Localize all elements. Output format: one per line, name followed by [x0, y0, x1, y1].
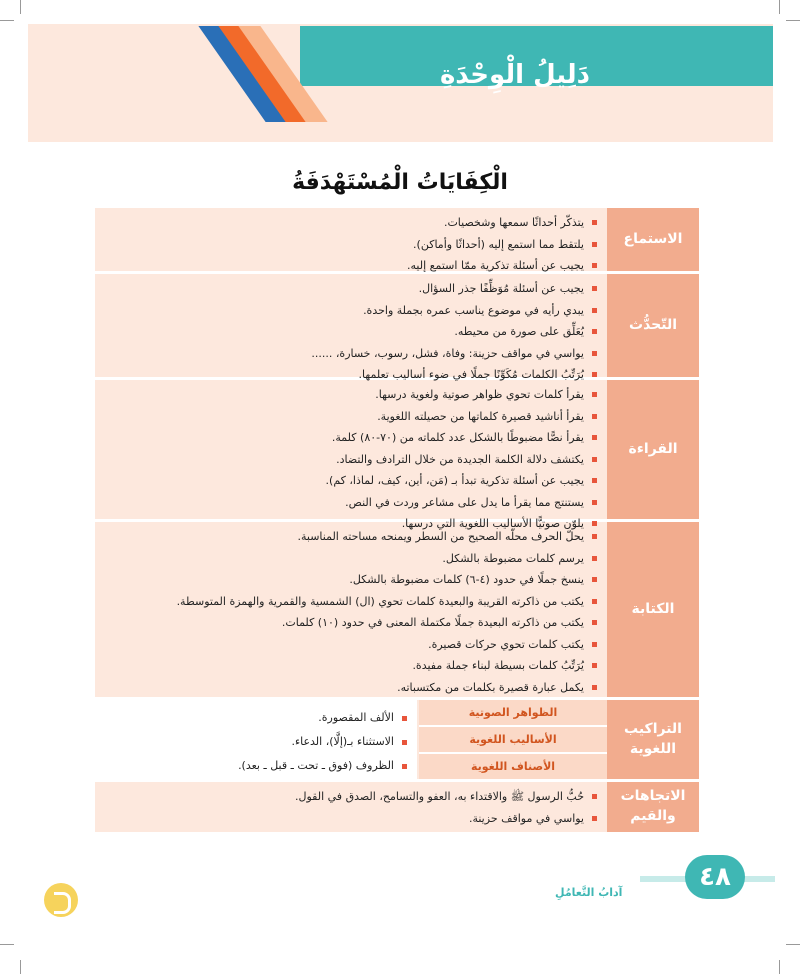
bullet-icon	[592, 435, 597, 440]
unit-title: دَلِيلُ الْوِحْدَةِ	[439, 60, 590, 90]
bullet-icon	[592, 286, 597, 291]
list-item: يتذكّر أحداثًا سمعها وشخصيات.	[101, 212, 597, 234]
list-item: يكتب من ذاكرته البعيدة جملًا مكتملة المعنى في حدود (١٠) كلمات.	[101, 612, 597, 634]
list-item: يبدي رأيه في موضوع يناسب عمره بجملة واحدة.	[101, 300, 597, 322]
list-item: الاستثناء بـ(إلَّا)، الدعاء.	[105, 730, 407, 754]
competency-row-structures	[95, 700, 699, 779]
crop-mark	[0, 944, 14, 945]
bullet-icon	[592, 414, 597, 419]
category-label: التّحدُّث	[607, 274, 699, 377]
list-item: يُعَلِّق على صورة من محيطه.	[101, 321, 597, 343]
list-item: يستنتج مما يقرأ ما يدل على مشاعر وردت في النص.	[101, 492, 597, 514]
list-item: يكمل عبارة قصيرة بكلمات من مكتسباته.	[101, 677, 597, 699]
bullet-icon	[592, 642, 597, 647]
competency-list	[95, 274, 607, 381]
bullet-icon	[592, 478, 597, 483]
category-label: القراءة	[607, 380, 699, 519]
section-title: الْكِفَايَاتُ الْمُسْتَهْدَفَةُ	[292, 170, 508, 195]
list-item: يرسم كلمات مضبوطة بالشكل.	[101, 548, 597, 570]
crop-mark	[786, 20, 800, 21]
category-label: الاستماع	[607, 208, 699, 271]
competency-row-listening	[95, 208, 699, 271]
list-item: يقرأ أناشيد قصيرة كلماتها من حصيلته اللغوية.	[101, 406, 597, 428]
category-label: التراكيب اللغوية	[607, 700, 699, 779]
bullet-icon	[592, 556, 597, 561]
list-item: يجيب عن أسئلة مُوَظِّفًا جذر السؤال.	[101, 278, 597, 300]
structure-values	[95, 700, 417, 779]
bullet-icon	[592, 500, 597, 505]
page-number: ٤٨	[685, 855, 745, 899]
crop-mark	[0, 20, 14, 21]
list-item: الظروف (فوق ـ تحت ـ قبل ـ بعد).	[105, 754, 407, 778]
bullet-icon	[592, 372, 597, 377]
bullet-icon	[402, 716, 407, 721]
competency-row-speaking	[95, 274, 699, 381]
list-item: يلوّن صوتيًّا الأساليب اللغوية التي درسها.	[101, 513, 597, 535]
list-item: يواسي في مواقف حزينة: وفاة، فشل، رسوب، خسارة، ......	[101, 343, 597, 365]
bullet-icon	[592, 351, 597, 356]
bullet-icon	[592, 794, 597, 799]
list-item: يجيب عن أسئلة تذكرية ممّا استمع إليه.	[101, 255, 597, 277]
bullet-icon	[402, 764, 407, 769]
crop-mark	[786, 944, 800, 945]
list-item: حُبُّ الرسول ﷺ والاقتداء به، العفو والتسامح، الصدق في القول.	[101, 786, 597, 808]
crop-mark	[20, 960, 21, 974]
structure-type-label: الظواهر الصوتية	[419, 700, 607, 727]
competency-list	[95, 208, 607, 271]
structure-type-label: الأساليب اللغوية	[419, 727, 607, 754]
list-item: يُرَتِّبُ الكلمات مُكَوِّنًا جملًا في ضوء أساليب تعلمها.	[101, 364, 597, 386]
competency-list	[95, 782, 607, 832]
list-item: يكتب من ذاكرته القريبة والبعيدة كلمات تحوي (ال) الشمسية والقمرية والهمزة المتوسطة.	[101, 591, 597, 613]
list-item: يلتقط مما استمع إليه (أحداثًا وأماكن).	[101, 234, 597, 256]
bullet-icon	[592, 534, 597, 539]
publisher-logo-icon	[44, 883, 78, 917]
bullet-icon	[402, 740, 407, 745]
competency-list	[95, 380, 607, 530]
bullet-icon	[592, 263, 597, 268]
bullet-icon	[592, 620, 597, 625]
competency-row-writing	[95, 522, 699, 697]
structures-block	[95, 700, 607, 779]
bullet-icon	[592, 220, 597, 225]
bullet-icon	[592, 685, 597, 690]
list-item: يواسي في مواقف حزينة.	[101, 808, 597, 830]
bullet-icon	[592, 308, 597, 313]
list-item: يقرأ كلمات تحوي ظواهر صوتية ولغوية درسها.	[101, 384, 597, 406]
bullet-icon	[592, 329, 597, 334]
bullet-icon	[592, 457, 597, 462]
list-item: يقرأ نصًّا مضبوطًا بالشكل عدد كلماته من (٧٠-٨٠) كلمة.	[101, 427, 597, 449]
competency-row-values	[95, 782, 699, 832]
bullet-icon	[592, 663, 597, 668]
list-item: يُرَتِّبُ كلمات بسيطة لبناء جملة مفيدة.	[101, 655, 597, 677]
category-label: الاتجاهات والقيم	[607, 782, 699, 832]
competency-list	[95, 522, 607, 697]
crop-mark	[779, 960, 780, 974]
competency-row-reading	[95, 380, 699, 530]
list-item: يجيب عن أسئلة تذكرية تبدأ بـ (مَن، أين، كيف، لماذا، كم).	[101, 470, 597, 492]
bullet-icon	[592, 242, 597, 247]
crop-mark	[20, 0, 21, 14]
list-item: الألف المقصورة.	[105, 706, 407, 730]
competencies-table	[95, 208, 699, 835]
bullet-icon	[592, 577, 597, 582]
bullet-icon	[592, 599, 597, 604]
structure-type-label: الأصناف اللغوية	[419, 754, 607, 779]
list-item: يكتب كلمات تحوي حركات قصيرة.	[101, 634, 597, 656]
list-item: ينسخ جملًا في حدود (٤-٦) كلمات مضبوطة بالشكل.	[101, 569, 597, 591]
footer-unit-name: آدابُ التَّعامُلِ	[555, 886, 623, 899]
crop-mark	[779, 0, 780, 14]
bullet-icon	[592, 816, 597, 821]
list-item: يكتشف دلالة الكلمة الجديدة من خلال الترادف والتضاد.	[101, 449, 597, 471]
list-item: يحلّ الحرف محلّه الصحيح من السطر ويمنحه مساحته المناسبة.	[101, 526, 597, 548]
category-label: الكتابة	[607, 522, 699, 697]
structure-types	[419, 700, 607, 779]
bullet-icon	[592, 392, 597, 397]
